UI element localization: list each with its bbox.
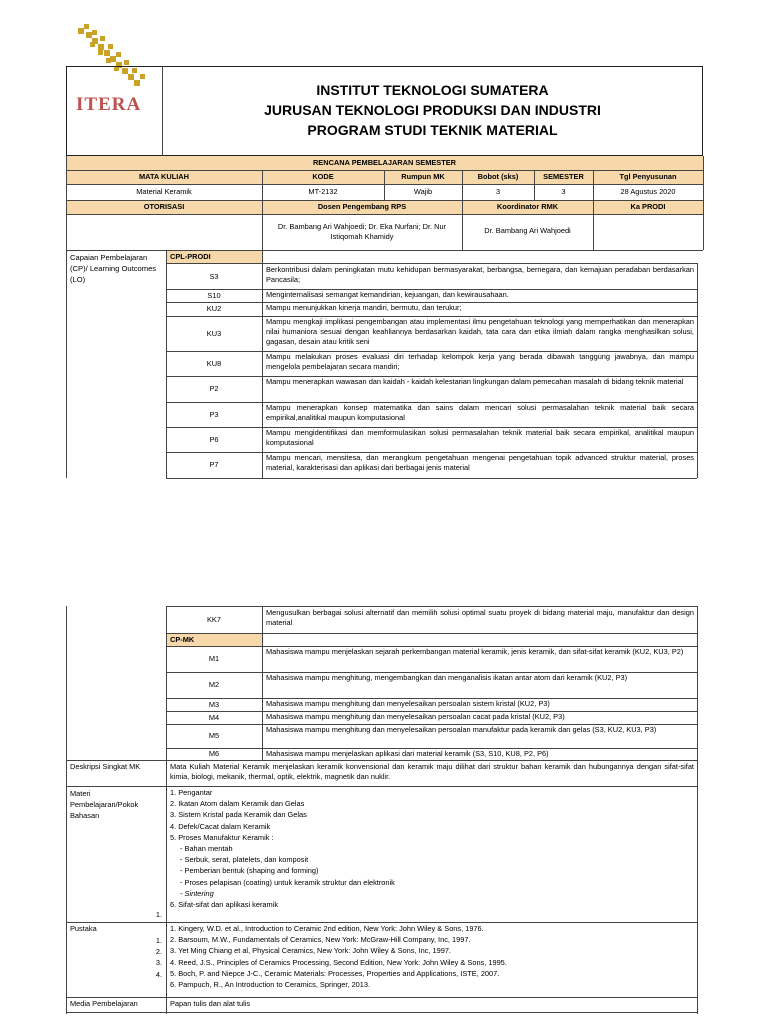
department-name: JURUSAN TEKNOLOGI PRODUKSI DAN INDUSTRI [264, 102, 601, 118]
cpl-text: Berkontribusi dalam peningkatan mutu kehidupan bermasyarakat, berbangsa, bernegara, dan kemajuan peradaban berdasarkan Pancasila; [266, 265, 694, 284]
col-mata-kuliah: MATA KULIAH [139, 172, 189, 181]
pustaka-margin-number: 1. [155, 936, 162, 945]
cpl-text: Mampu melakukan proses evaluasi diri terhadap kelompok kerja yang berada dibawah tanggung jawabnya, dan mampu mengelola pembelajaran secara mandiri; [266, 352, 694, 371]
cpmk-code: M4 [208, 712, 220, 722]
cpmk-text: Mahasiswa mampu menghitung, mengembangkan dan menganalisis ikatan antar atom dari keramik (KU2, P3) [266, 673, 628, 682]
materi-item: 6. Sifat-sifat dan aplikasi keramik [170, 900, 279, 909]
pustaka-margin-number: 3. [155, 958, 162, 968]
materi-item: 1. Pengantar [170, 788, 213, 797]
kk7-code: KK7 [207, 615, 221, 624]
dosen-label: Dosen Pengembang RPS [317, 202, 407, 211]
col-kode: KODE [312, 172, 334, 181]
cpl-code: P2 [209, 384, 219, 393]
cpl-code: KU8 [206, 358, 222, 368]
pustaka-item: 4. Reed, J.S., Principles of Ceramics Processing, Second Edition, New York: John Wiley & Sons, 1995. [170, 957, 507, 967]
cpl-text: Mampu menunjukkan kinerja mandiri, bermutu, dan terukur; [266, 303, 462, 312]
materi-item: - Proses pelapisan (coating) untuk keramik struktur dan elektronik [180, 877, 395, 887]
cpl-code: P7 [209, 460, 219, 469]
cpl-code: S10 [207, 290, 221, 300]
materi-item: - Pemberian bentuk (shaping and forming) [180, 866, 319, 876]
col-tgl: Tgl Penyusunan [619, 172, 677, 181]
pustaka-item: 2. Barsoum, M.W., Fundamentals of Ceramics, New York: McGraw-Hill Company, Inc, 1997. [170, 935, 471, 945]
pustaka-label: Pustaka [70, 924, 97, 933]
institution-name: INSTITUT TEKNOLOGI SUMATERA [316, 82, 549, 98]
pustaka-item: 1. Kingery, W.D. et al., Introduction to Ceramic 2nd edition, New York: John Wiley & Sons, 1976. [170, 924, 484, 933]
materi-item: - Sintering [180, 888, 214, 898]
materi-margin-number: 1. [155, 910, 162, 919]
pustaka-margin-number: 4. [155, 969, 162, 979]
pustaka-item: 5. Boch, P. and Niepce J-C., Ceramic Materials: Processes, Properties and Applications, ISTE, 2007. [170, 968, 500, 978]
capaian-label: Capaian Pembelajaran (CP)/ Learning Outcomes (LO) [70, 253, 157, 284]
cpmk-text: Mahasiswa mampu menjelaskan sejarah perkembangan material keramik, jenis keramik, dan sifat-sifat keramik (KU2, KU3, P2) [266, 647, 684, 656]
col-bobot: Bobot (sks) [477, 172, 519, 181]
cpmk-code: M1 [208, 654, 220, 663]
koord-label: Koordinator RMK [496, 202, 559, 211]
cpl-code: KU2 [206, 304, 222, 313]
col-rumpun-mk: Rumpun MK [401, 172, 445, 181]
val-kode: MT-2132 [308, 187, 338, 196]
program-name: PROGRAM STUDI TEKNIK MATERIAL [307, 122, 558, 138]
logo-text: ITERA [76, 94, 142, 115]
cpl-code: P3 [209, 409, 219, 419]
cpmk-text: Mahasiswa mampu menghitung dan menyelesaikan persoalan sistem kristal (KU2, P3) [266, 699, 550, 708]
dosen-names: Dr. Bambang Ari Wahjoedi; Dr. Eka Nurfani; Dr. Nur Istiqomah Khamidy [277, 222, 447, 241]
kaprodi-label: Ka PRODI [630, 202, 666, 211]
cpl-code: P6 [209, 434, 219, 444]
kk7-text: Mengusulkan berbagai solusi alternatif dan memilih solusi optimal suatu proyek di bidang material maju, manufaktur dan design material [266, 608, 694, 627]
cpl-code: KU3 [206, 328, 222, 338]
cpmk-text: Mahasiswa mampu menghitung dan menyelesaikan persoalan manufaktur pada keramik dan gelas (S3, KU2, KU3, P3) [266, 725, 657, 734]
cpl-text: Mampu mencari, mensitesa, dan merangkum pengetahuan mengenai pengetahuan topik advanced struktur material, proses material, karakterisasi dan aplikasi dari berbagai jenis material [266, 453, 694, 472]
cpl-code: S3 [209, 271, 219, 281]
val-rumpun: Wajib [413, 187, 433, 196]
cpl-text: Mampu menerapkan konsep matematika dan sains dalam mencari solusi permasalahan teknik material baik secara empirikal,analitikal maupun komputasional [266, 403, 694, 422]
cpmk-text: Mahasiswa mampu menjelaskan aplikasi dari material keramik (S3, S10, KU8, P2, P6) [266, 749, 549, 758]
col-semester: SEMESTER [543, 172, 584, 181]
materi-item: - Serbuk, serat, platelets, dan komposit [180, 855, 309, 865]
cpmk-code: M6 [208, 749, 220, 758]
materi-label: Materi Pembelajaran/Pokok Bahasan [70, 789, 139, 820]
deskripsi-text: Mata Kuliah Material Keramik menjelaskan keramik konvensional dan keramik maju dilihat dari struktur bahan keramik dan hubungannya dengan sifat-sifat kimia, biologi, mekanik, thermal, optik, elektrik, magnetik dan nuklir. [170, 762, 694, 781]
cpl-prodi-header: CPL-PRODI [170, 252, 211, 261]
cpmk-header: CP-MK [170, 635, 195, 644]
cpmk-code: M3 [208, 699, 220, 709]
koord-name: Dr. Bambang Ari Wahjoedi [484, 226, 571, 235]
cpl-text: Mampu mengkaji implikasi pengembangan atau implementasi ilmu pengetahuan teknologi yang memperhatikan dan menerapkan nilai humaniora sesuai dengan keahliannya berdasarkan kaidah, tata cara dan etika ilmiah dalam rangka menghasilkan solusi, gagasan, desain atau kritik seni [266, 317, 694, 346]
materi-item: - Bahan mentah [180, 844, 233, 853]
media-text: Papan tulis dan alat tulis [170, 999, 251, 1008]
pustaka-item: 3. Yet Ming Chiang et al, Physical Ceramics, New York: John Wiley & Sons, Inc, 1997. [170, 946, 451, 956]
cpl-text: Mampu mengidentifikasi dan memformulasikan solusi permasalahan teknik material baik secara empirikal, analitikal maupun komputasional [266, 428, 694, 447]
cpmk-code: M5 [208, 731, 220, 740]
media-label: Media Pembelajaran [70, 999, 138, 1008]
val-semester: 3 [561, 187, 566, 196]
otorisasi-label: OTORISASI [143, 202, 185, 211]
materi-item: 4. Defek/Cacat dalam Keramik [170, 821, 271, 831]
materi-item: 2. Ikatan Atom dalam Keramik dan Gelas [170, 799, 305, 809]
materi-item: 5. Proses Manufaktur Keramik : [170, 832, 274, 842]
materi-item: 3. Sistem Kristal pada Keramik dan Gelas [170, 810, 307, 820]
pustaka-item: 6. Pampuch, R., An Introduction to Ceramics, Springer, 2013. [170, 980, 371, 989]
cpmk-code: M2 [208, 680, 220, 689]
val-tgl: 28 Agustus 2020 [620, 187, 676, 196]
cpmk-text: Mahasiswa mampu menghitung dan menyelesaikan persoalan cacat pada kristal (KU2, P3) [266, 712, 565, 721]
deskripsi-label: Deskripsi Singkat MK [70, 762, 141, 771]
cpl-text: Menginternalisasi semangat kemandirian, kejuangan, dan kewirausahaan. [266, 290, 509, 299]
val-mata-kuliah: Material Keramik [136, 187, 192, 196]
rps-title: RENCANA PEMBELAJARAN SEMESTER [312, 158, 457, 167]
val-bobot: 3 [495, 187, 501, 196]
institution-header [162, 80, 703, 140]
pustaka-margin-number: 2. [155, 947, 162, 957]
cpl-text: Mampu menerapkan wawasan dan kaidah - kaidah kelestarian lingkungan dalam pemecahan masalah di bidang teknik material [266, 377, 684, 386]
